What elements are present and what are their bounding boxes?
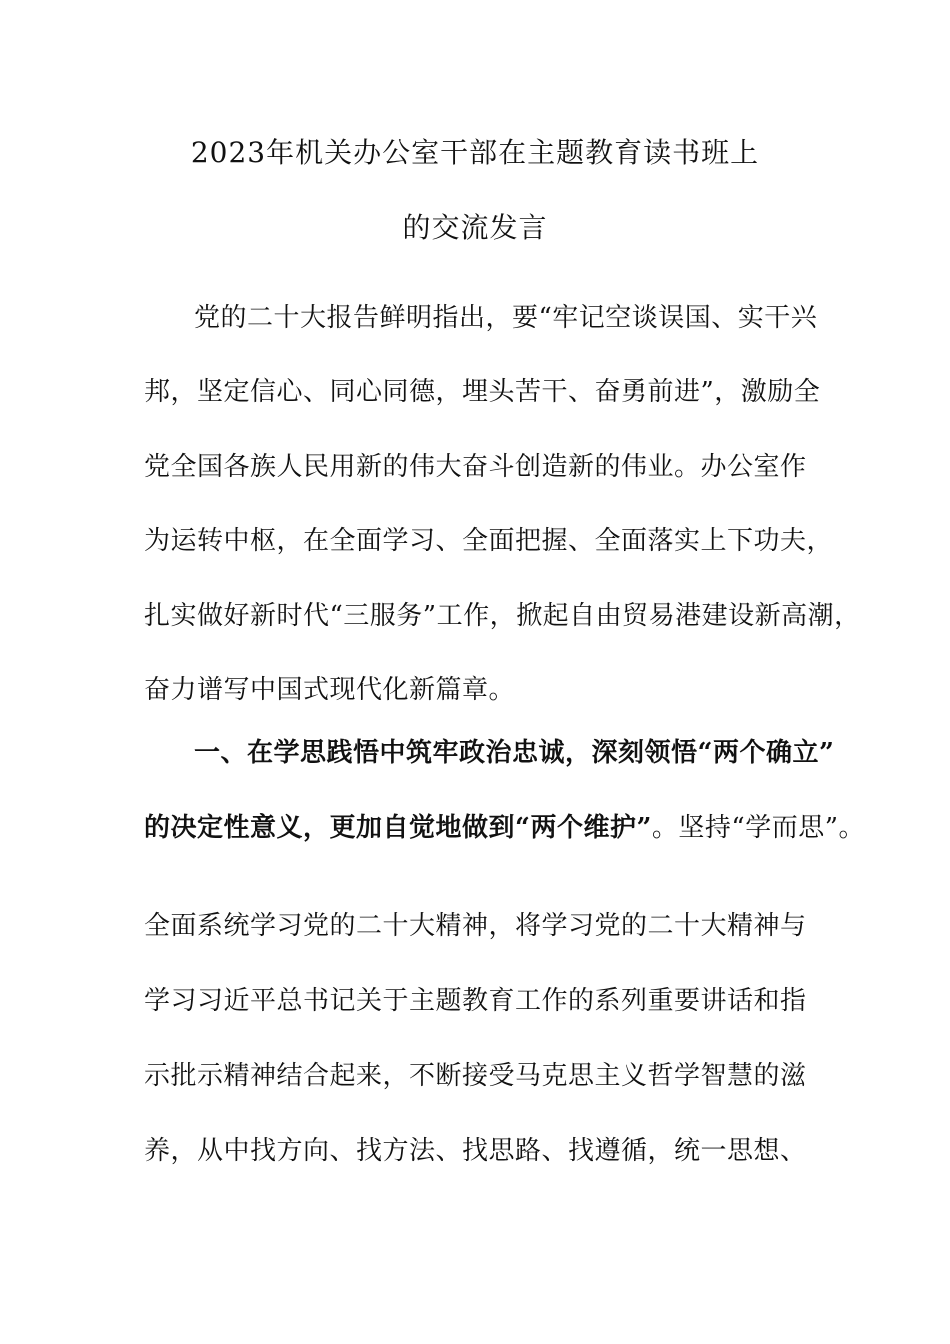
paragraph-1-line-4: 为运转中枢，在全面学习、全面把握、全面落实上下功夫，: [144, 526, 834, 556]
paragraph-1-line-2: 邦，坚定信心、同心同德，埋头苦干、奋勇前进”，激励全: [144, 377, 821, 407]
section-1-heading-line-2: [144, 810, 865, 846]
section-1-body-line-1: 全面系统学习党的二十大精神，将学习党的二十大精神与: [144, 911, 807, 941]
paragraph-1-line-3: 党全国各族人民用新的伟大奋斗创造新的伟业。办公室作: [144, 452, 807, 482]
paragraph-1-line-6: 奋力谱写中国式现代化新篇章。: [144, 675, 516, 705]
section-1-heading-bold-part: 的决定性意义，更加自觉地做到“两个维护”: [144, 813, 652, 843]
section-1-heading-line-1: 一、在学思践悟中筑牢政治忠诚，深刻领悟“两个确立”: [194, 738, 835, 768]
section-1-body-line-3: 示批示精神结合起来，不断接受马克思主义哲学智慧的滋: [144, 1061, 807, 1091]
section-1-body-line-4: 养，从中找方向、找方法、找思路、找遵循，统一思想、: [144, 1136, 807, 1166]
section-1-heading-rest: 。坚持“学而思”。: [651, 813, 866, 843]
document-title-line-2: 的交流发言: [402, 211, 548, 244]
paragraph-1-line-1: 党的二十大报告鲜明指出，要“牢记空谈误国、实干兴: [194, 303, 818, 333]
paragraph-1-line-5: 扎实做好新时代“三服务”工作，掀起自由贸易港建设新高潮，: [144, 601, 861, 631]
document-title-line-1: 2023年机关办公室干部在主题教育读书班上: [190, 136, 760, 169]
section-1-body-line-2: 学习习近平总书记关于主题教育工作的系列重要讲话和指: [144, 986, 807, 1016]
